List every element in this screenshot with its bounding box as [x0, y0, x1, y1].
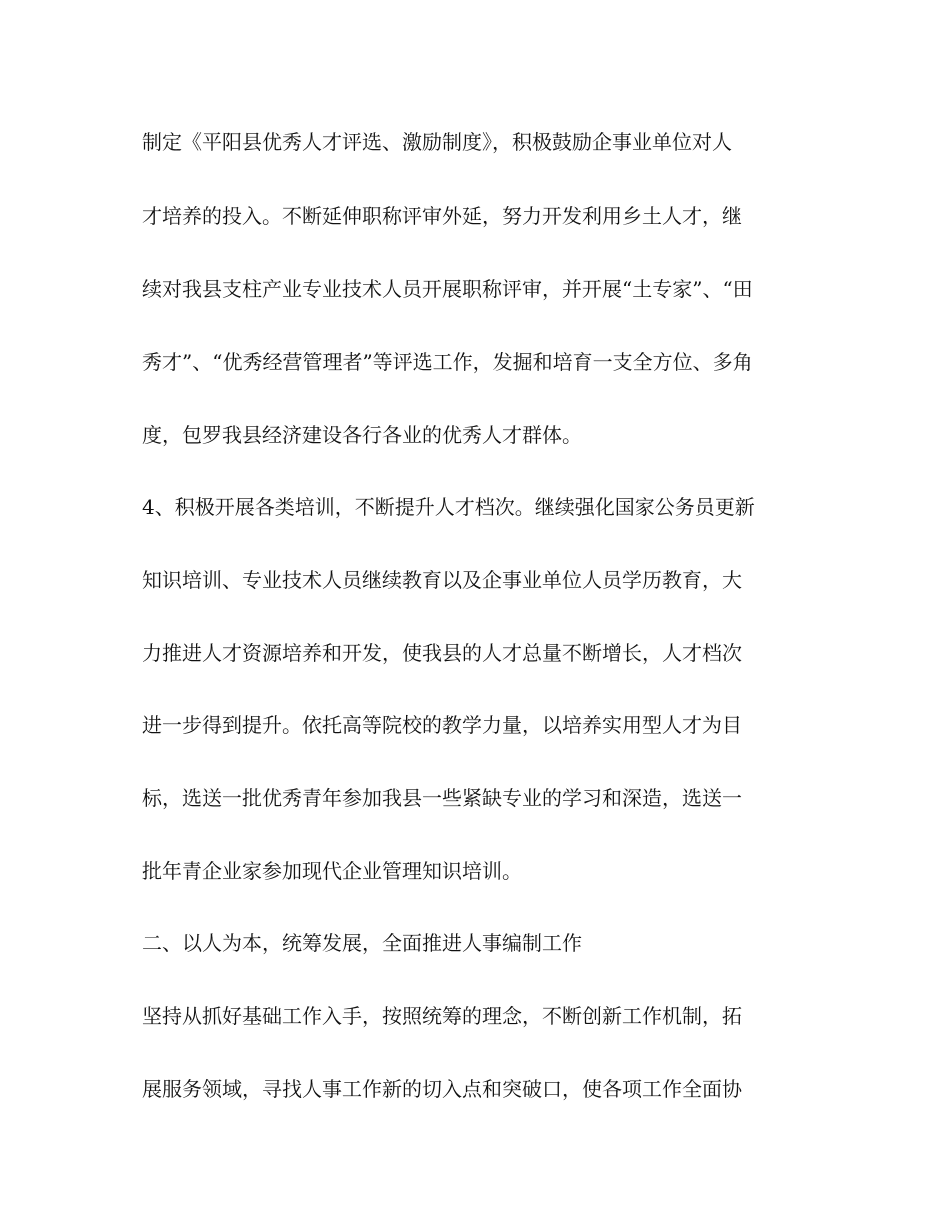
section-heading: 二、以人为本，统筹发展，全面推进人事编制工作	[142, 931, 582, 955]
text-line: 知识培训、专业技术人员继续教育以及企事业单位人员学历教育，大	[142, 568, 742, 592]
text-line: 制定《平阳县优秀人才评选、激励制度》，积极鼓励企事业单位对人	[142, 130, 732, 154]
text-line: 坚持从抓好基础工作入手，按照统筹的理念，不断创新工作机制，拓	[142, 1004, 742, 1028]
text-line: 4、积极开展各类培训，不断提升人才档次。继续强化国家公务员更新	[142, 495, 755, 519]
text-line: 度，包罗我县经济建设各行各业的优秀人才群体。	[142, 423, 582, 447]
text-line: 才培养的投入。不断延伸职称评审外延，努力开发利用乡土人才，继	[142, 204, 742, 228]
text-line: 续对我县支柱产业专业技术人员开展职称评审，并开展“土专家”、“田	[142, 277, 753, 301]
text-line: 批年青企业家参加现代企业管理知识培训。	[142, 859, 522, 883]
text-line: 力推进人才资源培养和开发，使我县的人才总量不断增长，人才档次	[142, 641, 742, 665]
text-line: 展服务领域，寻找人事工作新的切入点和突破口，使各项工作全面协	[142, 1077, 742, 1101]
text-line: 标，选送一批优秀青年参加我县一些紧缺专业的学习和深造，选送一	[142, 786, 742, 810]
text-line: 秀才”、“优秀经营管理者”等评选工作，发掘和培育一支全方位、多角	[142, 350, 753, 374]
text-line: 进一步得到提升。依托高等院校的教学力量，以培养实用型人才为目	[142, 713, 742, 737]
